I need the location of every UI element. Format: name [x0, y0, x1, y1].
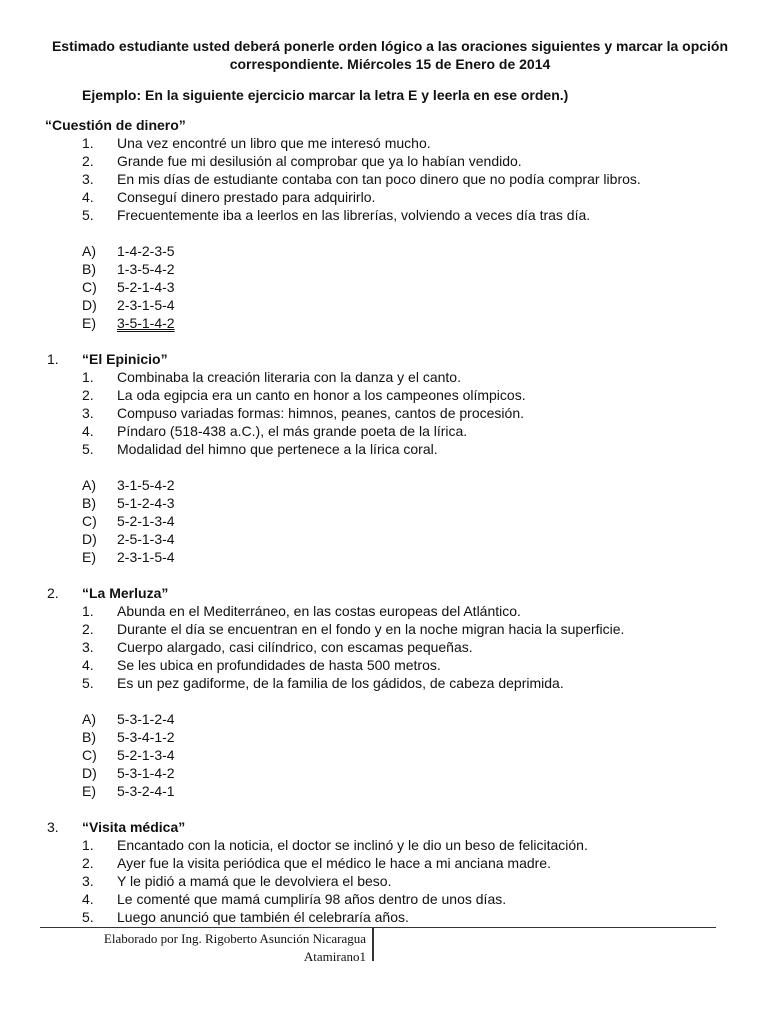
sentence-text: Es un pez gadiforme, de la familia de los gádidos, de cabeza deprimida. [117, 675, 564, 691]
option-letter: D) [82, 765, 97, 781]
section-title: “La Merluza” [82, 585, 169, 601]
sentence-number: 4. [82, 189, 94, 205]
answer-option [0, 476, 768, 494]
sentence-text: Luego anunció que también él celebraría años. [117, 909, 409, 925]
option-sequence: 2-5-1-3-4 [117, 531, 175, 547]
sentence-text: Durante el día se encuentran en el fondo y en la noche migran hacia la superficie. [117, 621, 625, 637]
sentence-text: Y le pidió a mamá que le devolviera el beso. [117, 873, 392, 889]
section-header [0, 818, 768, 836]
page-title [40, 37, 740, 73]
footer-file: Atamirano1 [303, 949, 366, 964]
sentence-text: La oda egipcia era un canto en honor a los campeones olímpicos. [117, 387, 526, 403]
sentence-text: Cuerpo alargado, casi cilíndrico, con escamas pequeñas. [117, 639, 473, 655]
sentence-number: 2. [82, 387, 94, 403]
title-line-2: correspondiente. Miércoles 15 de Enero de 2014 [229, 56, 551, 72]
option-sequence: 2-3-1-5-4 [117, 297, 175, 313]
spacer [0, 692, 768, 710]
sentence-number: 1. [82, 369, 94, 385]
sentence-item [0, 602, 768, 620]
option-letter: E) [82, 783, 96, 799]
exercise-section [0, 818, 768, 926]
exercise-section [0, 116, 768, 332]
option-letter: D) [82, 297, 97, 313]
sentence-item [0, 620, 768, 638]
option-letter: E) [82, 315, 96, 331]
sentence-item [0, 404, 768, 422]
answer-option [0, 764, 768, 782]
sentence-text: Se les ubica en profundidades de hasta 500 metros. [117, 657, 441, 673]
section-header [0, 116, 768, 134]
option-sequence: 5-3-1-2-4 [117, 711, 175, 727]
sentence-text: Encantado con la noticia, el doctor se inclinó y le dio un beso de felicitación. [117, 837, 588, 853]
answer-option [0, 710, 768, 728]
footer-divider [40, 927, 716, 928]
sentence-item [0, 440, 768, 458]
sentence-item [0, 674, 768, 692]
section-header [0, 584, 768, 602]
sentence-number: 3. [82, 873, 94, 889]
sentence-number: 1. [82, 837, 94, 853]
sentence-number: 5. [82, 675, 94, 691]
sentence-number: 5. [82, 909, 94, 925]
sentence-text: Combinaba la creación literaria con la danza y el canto. [117, 369, 461, 385]
section-header [0, 350, 768, 368]
section-title: “El Epinicio” [82, 351, 168, 367]
sentence-number: 4. [82, 657, 94, 673]
answer-option [0, 512, 768, 530]
option-sequence: 1-3-5-4-2 [117, 261, 175, 277]
answer-option [0, 548, 768, 566]
answer-option [0, 278, 768, 296]
sentence-text: Ayer fue la visita periódica que el médico le hace a mi anciana madre. [117, 855, 551, 871]
footer-vertical-divider [372, 927, 374, 961]
option-sequence: 5-2-1-3-4 [117, 513, 175, 529]
answer-option [0, 782, 768, 800]
sentence-item [0, 422, 768, 440]
sentence-text: Una vez encontré un libro que me interesó mucho. [117, 135, 431, 151]
sentence-number: 3. [82, 405, 94, 421]
option-sequence: 5-1-2-4-3 [117, 495, 175, 511]
sentence-item [0, 908, 768, 926]
option-sequence: 3-5-1-4-2 [117, 315, 175, 331]
answer-option [0, 260, 768, 278]
sentence-text: Frecuentemente iba a leerlos en las librerías, volviendo a veces día tras día. [117, 207, 591, 223]
option-sequence: 1-4-2-3-5 [117, 243, 175, 259]
footer-author: Elaborado por Ing. Rigoberto Asunción Nicaragua [103, 931, 366, 946]
option-sequence: 5-3-2-4-1 [117, 783, 175, 799]
option-sequence: 5-2-1-4-3 [117, 279, 175, 295]
option-sequence: 3-1-5-4-2 [117, 477, 175, 493]
sentence-text: Compuso variadas formas: himnos, peanes, cantos de procesión. [117, 405, 524, 421]
option-sequence: 5-3-1-4-2 [117, 765, 175, 781]
option-sequence: 5-2-1-3-4 [117, 747, 175, 763]
option-letter: A) [82, 243, 96, 259]
sentence-number: 5. [82, 207, 94, 223]
sentence-text: Píndaro (518-438 a.C.), el más grande poeta de la lírica. [117, 423, 468, 439]
sentence-item [0, 638, 768, 656]
sentence-item [0, 656, 768, 674]
sentence-item [0, 890, 768, 908]
answer-option [0, 494, 768, 512]
option-letter: A) [82, 711, 96, 727]
exercise-section [0, 350, 768, 566]
sentence-number: 3. [82, 639, 94, 655]
option-letter: C) [82, 747, 97, 763]
sentence-item [0, 854, 768, 872]
section-number: 2. [47, 585, 59, 601]
option-letter: C) [82, 279, 97, 295]
option-letter: B) [82, 261, 96, 277]
sentence-text: En mis días de estudiante contaba con tan poco dinero que no podía comprar libros. [117, 171, 641, 187]
option-letter: D) [82, 531, 97, 547]
option-letter: A) [82, 477, 96, 493]
title-line-1: Estimado estudiante usted deberá ponerle orden lógico a las oraciones siguientes y marcar la opción [51, 38, 729, 54]
option-letter: E) [82, 549, 96, 565]
spacer [0, 458, 768, 476]
sentence-text: Abunda en el Mediterráneo, en las costas europeas del Atlántico. [117, 603, 521, 619]
example-instruction: Ejemplo: En la siguiente ejercicio marcar la letra E y leerla en ese orden.) [82, 87, 569, 103]
sentence-item [0, 836, 768, 854]
answer-option [0, 746, 768, 764]
sentence-text: Conseguí dinero prestado para adquirirlo. [117, 189, 376, 205]
sentence-number: 3. [82, 171, 94, 187]
section-title: “Visita médica” [82, 819, 186, 835]
sentence-item [0, 368, 768, 386]
sentence-number: 5. [82, 441, 94, 457]
option-letter: B) [82, 729, 96, 745]
sentence-number: 1. [82, 135, 94, 151]
sentence-text: Grande fue mi desilusión al comprobar que ya lo habían vendido. [117, 153, 522, 169]
option-letter: B) [82, 495, 96, 511]
sentence-item [0, 188, 768, 206]
sentence-number: 4. [82, 891, 94, 907]
answer-option [0, 530, 768, 548]
sentence-item [0, 206, 768, 224]
sentence-item [0, 386, 768, 404]
answer-option [0, 296, 768, 314]
spacer [0, 224, 768, 242]
option-letter: C) [82, 513, 97, 529]
section-title: “Cuestión de dinero” [45, 117, 186, 133]
sentence-number: 1. [82, 603, 94, 619]
exercise-section [0, 584, 768, 800]
answer-option [0, 242, 768, 260]
option-sequence: 5-3-4-1-2 [117, 729, 175, 745]
sentence-number: 2. [82, 621, 94, 637]
sentence-item [0, 152, 768, 170]
sentence-text: Modalidad del himno que pertenece a la lírica coral. [117, 441, 438, 457]
sentence-item [0, 872, 768, 890]
section-number: 1. [47, 351, 59, 367]
option-sequence: 2-3-1-5-4 [117, 549, 175, 565]
answer-option [0, 728, 768, 746]
sentence-number: 2. [82, 153, 94, 169]
sentence-number: 4. [82, 423, 94, 439]
sentence-item [0, 134, 768, 152]
sentence-item [0, 170, 768, 188]
sentence-number: 2. [82, 855, 94, 871]
sentence-text: Le comenté que mamá cumpliría 98 años dentro de unos días. [117, 891, 507, 907]
answer-option [0, 314, 768, 332]
section-number: 3. [47, 819, 59, 835]
footer [60, 930, 366, 966]
